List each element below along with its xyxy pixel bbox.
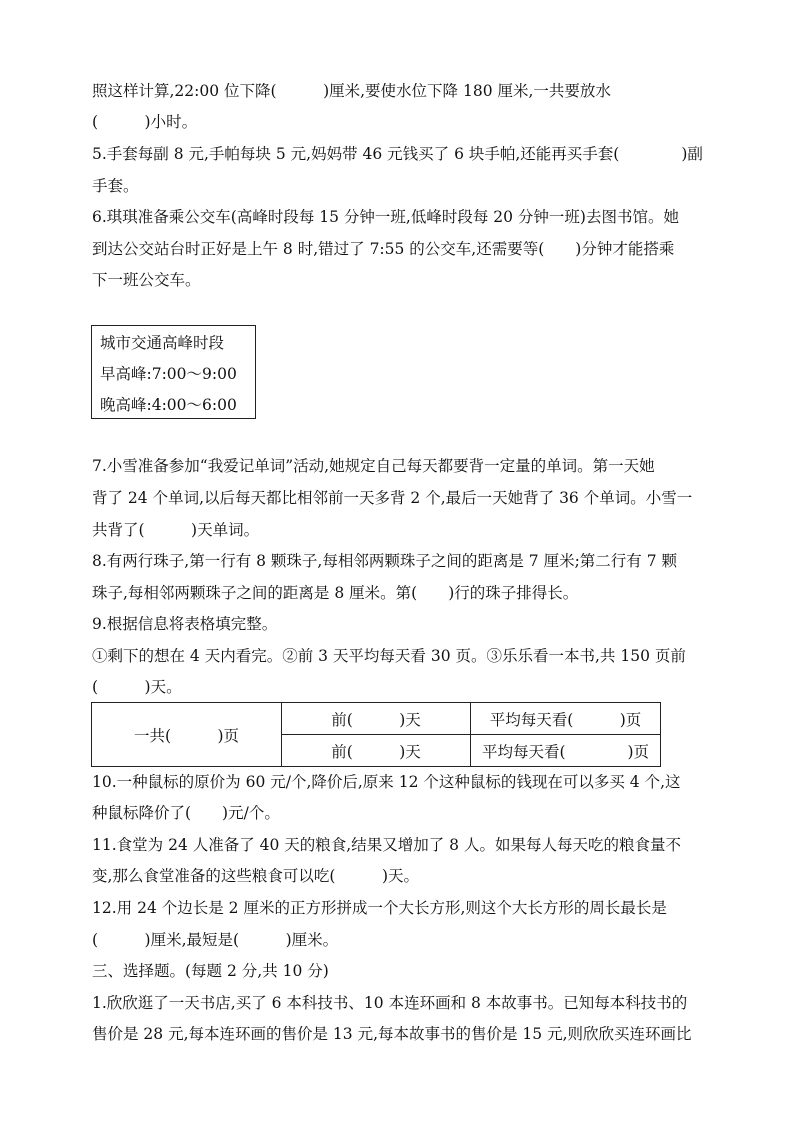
reading-table (91, 702, 661, 767)
question-6: 6.琪琪准备乘公交车(高峰时段每 15 分钟一班,低峰时段每 20 分钟一班)去图书馆。她 (92, 208, 679, 226)
question-9: 9.根据信息将表格填完整。 (92, 615, 278, 633)
total-pages-cell: 一共( )页 (92, 703, 282, 767)
choice-question-1: 1.欣欣逛了一天书店,买了 6 本科技书、10 本连环画和 8 本故事书。已知每本科技书的 (92, 994, 688, 1012)
text-line: 照这样计算,22:00 位下降( )厘米,要使水位下降 180 厘米,一共要放水 (92, 82, 611, 100)
table-cell: 前( )天 (282, 735, 471, 767)
text-line: 珠子,每相邻两颗珠子之间的距离是 8 厘米。第( )行的珠子排得长。 (92, 584, 579, 602)
table-cell: 平均每天看( )页 (471, 735, 661, 767)
text-line: 共背了( )天单词。 (92, 521, 260, 539)
question-7: 7.小雪准备参加“我爱记单词”活动,她规定自己每天都要背一定量的单词。第一天她 (92, 457, 655, 475)
text-line: 变,那么食堂准备的这些粮食可以吃( )天。 (92, 867, 420, 885)
text-line: 售价是 28 元,每本连环画的售价是 13 元,每本故事书的售价是 15 元,则欣欣买连环画比 (92, 1025, 692, 1043)
text-line: 到达公交站台时正好是上午 8 时,错过了 7:55 的公交车,还需要等( )分钟才能搭乘 (92, 240, 675, 258)
morning-peak: 早高峰:7:00～9:00 (100, 365, 237, 383)
table-row (92, 703, 661, 735)
table-cell: 平均每天看( )页 (471, 703, 661, 735)
question-8: 8.有两行珠子,第一行有 8 颗珠子,每相邻两颗珠子之间的距离是 7 厘米;第二行有 7 颗 (92, 552, 678, 570)
text-line: 手套。 (92, 177, 139, 195)
question-5: 5.手套每副 8 元,手帕每块 5 元,妈妈带 46 元钱买了 6 块手帕,还能再买手套( )副 (92, 145, 703, 163)
table-cell: 前( )天 (282, 703, 471, 735)
text-line: 种鼠标降价了( )元/个。 (92, 804, 280, 822)
text-line: 下一班公交车。 (92, 271, 201, 289)
question-12: 12.用 24 个边长是 2 厘米的正方形拼成一个大长方形,则这个大长方形的周长最长是 (92, 899, 667, 917)
question-11: 11.食堂为 24 人准备了 40 天的粮食,结果又增加了 8 人。如果每人每天吃的粮食量不 (92, 836, 681, 854)
question-10: 10.一种鼠标的原价为 60 元/个,降价后,原来 12 个这种鼠标的钱现在可以多买 4 个,这 (92, 773, 681, 791)
text-line: 背了 24 个单词,以后每天都比相邻前一天多背 2 个,最后一天她背了 36 个单词。小雪一 (92, 489, 693, 507)
section-heading: 三、选择题。(每题 2 分,共 10 分) (92, 962, 329, 980)
text-line: ( )小时。 (92, 113, 198, 131)
peak-box-title: 城市交通高峰时段 (100, 334, 225, 352)
text-line: ( )厘米,最短是( )厘米。 (92, 931, 339, 949)
peak-hours-box (91, 325, 256, 419)
evening-peak: 晚高峰:4:00～6:00 (100, 396, 237, 414)
text-line: ( )天。 (92, 678, 182, 696)
text-line: ①剩下的想在 4 天内看完。②前 3 天平均每天看 30 页。③乐乐看一本书,共 150 页前 (92, 647, 686, 665)
